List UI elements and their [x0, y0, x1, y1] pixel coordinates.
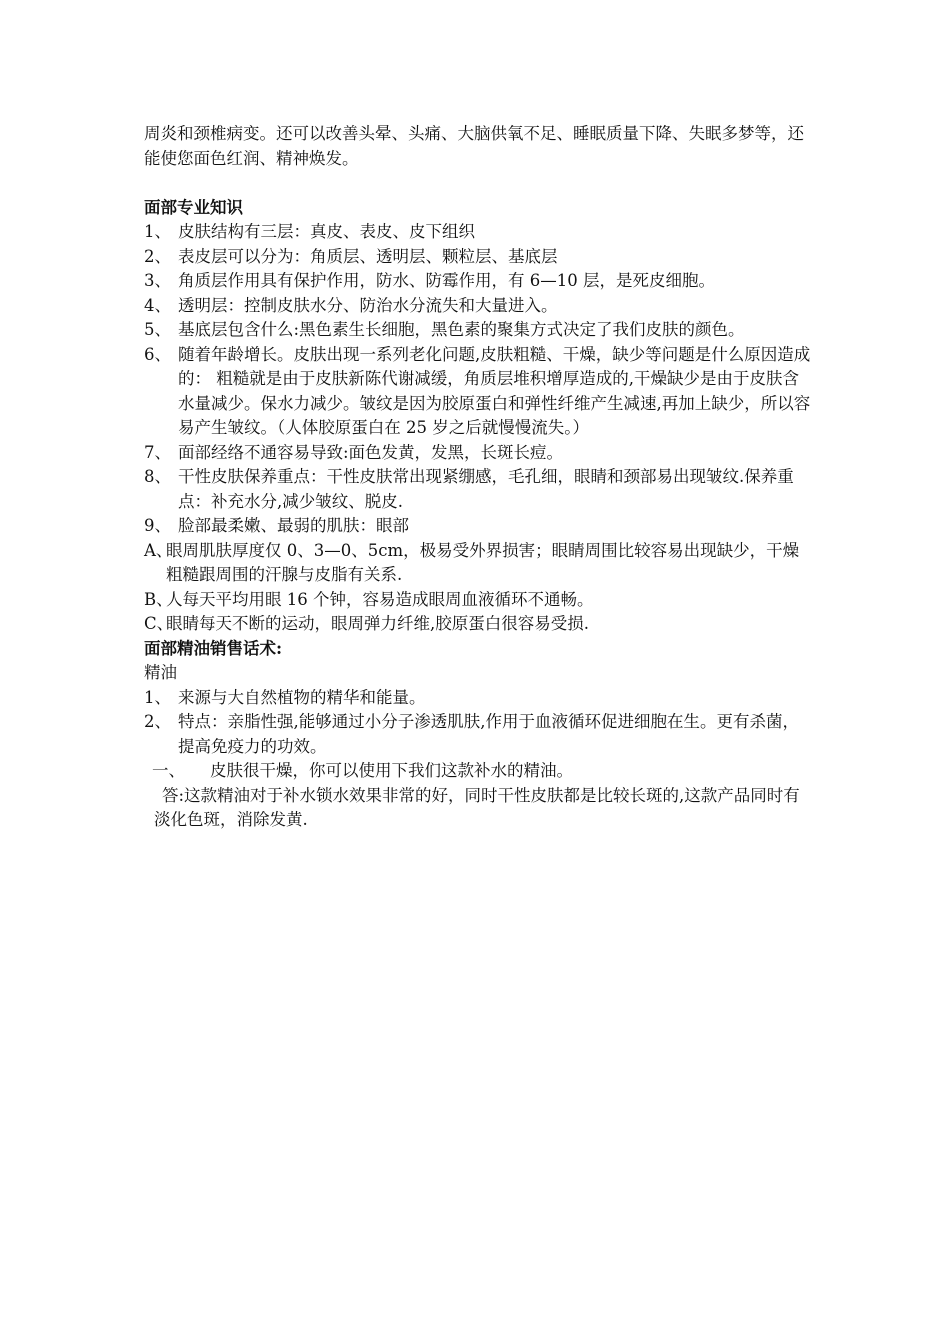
list-text: 眼睛每天不断的运动，眼周弹力纤维,胶原蛋白很容易受损. — [166, 614, 589, 633]
list-item — [144, 269, 814, 294]
list-item — [144, 294, 814, 319]
list-text: 随着年龄增长。皮肤出现一系列老化问题,皮肤粗糙、干燥，缺少等问题是什么原因造成的： 粗糙就是由于皮肤新陈代谢减缓，角质层堆积增厚造成的,干燥缺少是由于皮肤含水量减少。保水力减少。皱纹是因为胶原蛋白和弹性纤维产生减速,再加上缺少，所以容易产生皱纹。（人体胶原蛋白在 25 岁之后就慢慢流失。） — [178, 344, 811, 437]
list-number: 7、 — [144, 442, 171, 462]
section-title-facial-knowledge: 面部专业知识 — [144, 197, 243, 217]
list-item — [144, 514, 814, 539]
list-item — [144, 220, 814, 245]
answer-text: 答:这款精油对于补水锁水效果非常的好，同时干性皮肤都是比较长斑的,这款产品同时有淡化色斑，消除发黄. — [154, 785, 800, 829]
list-item — [144, 318, 814, 343]
spacer — [144, 171, 814, 196]
list-number: 2、 — [144, 712, 171, 731]
list-text: 脸部最柔嫩、最弱的肌肤：眼部 — [178, 516, 409, 535]
list-number: 9、 — [144, 516, 171, 535]
list-number: 6、 — [144, 344, 171, 364]
alpha-list-item — [144, 588, 814, 613]
list-number: 3、 — [144, 271, 171, 290]
list-letter: A、 — [144, 540, 173, 560]
alpha-list-item — [144, 539, 814, 588]
list-text: 特点：亲脂性强,能够通过小分子渗透肌肤,作用于血液循环促进细胞在生。更有杀菌，提高免疫力的功效。 — [178, 712, 799, 756]
list-text: 人每天平均用眼 16 个钟，容易造成眼周血液循环不通畅。 — [166, 589, 594, 609]
list-text: 皮肤结构有三层：真皮、表皮、皮下组织 — [178, 222, 475, 241]
section-title-essential-oil-sales: 面部精油销售话术: — [144, 638, 283, 658]
list-letter: B、 — [144, 589, 173, 609]
list-letter: C、 — [144, 614, 174, 633]
document-page — [144, 122, 814, 833]
list-text: 来源与大自然植物的精华和能量。 — [178, 687, 426, 707]
question-item — [144, 759, 814, 784]
list-number: 4、 — [144, 295, 171, 315]
list-text: 透明层：控制皮肤水分、防治水分流失和大量进入。 — [178, 295, 558, 315]
list-text: 基底层包含什么:黑色素生长细胞，黑色素的聚集方式决定了我们皮肤的颜色。 — [178, 320, 745, 339]
list-text: 面部经络不通容易导致:面色发黄，发黑，长斑长痘。 — [178, 442, 564, 462]
list-item — [144, 441, 814, 466]
list-item — [144, 686, 814, 711]
list-number: 8、 — [144, 467, 171, 486]
list-number: 1、 — [144, 687, 171, 707]
list-text: 表皮层可以分为：角质层、透明层、颗粒层、基底层 — [178, 246, 558, 266]
question-number: 一、 — [152, 761, 185, 780]
list-number: 1、 — [144, 222, 171, 241]
list-item — [144, 465, 814, 514]
list-number: 5、 — [144, 320, 171, 339]
list-number: 2、 — [144, 246, 171, 266]
list-item — [144, 343, 814, 441]
list-text: 眼周肌肤厚度仅 0、3—0、5cm，极易受外界损害；眼睛周围比较容易出现缺少，干燥粗糙跟周围的汗腺与皮脂有关系. — [166, 540, 800, 584]
list-text: 干性皮肤保养重点：干性皮肤常出现紧绷感，毛孔细，眼睛和颈部易出现皱纹.保养重点：补充水分,减少皱纹、脱皮. — [178, 467, 794, 511]
list-item — [144, 710, 814, 759]
list-item — [144, 245, 814, 270]
question-text: 皮肤很干燥，你可以使用下我们这款补水的精油。 — [210, 761, 573, 780]
section-subtitle: 精油 — [144, 663, 177, 682]
intro-paragraph: 周炎和颈椎病变。还可以改善头晕、头痛、大脑供氧不足、睡眠质量下降、失眠多梦等，还能使您面色红润、精神焕发。 — [144, 124, 804, 168]
alpha-list-item — [144, 612, 814, 637]
list-text: 角质层作用具有保护作用，防水、防霉作用，有 6—10 层，是死皮细胞。 — [178, 271, 715, 290]
